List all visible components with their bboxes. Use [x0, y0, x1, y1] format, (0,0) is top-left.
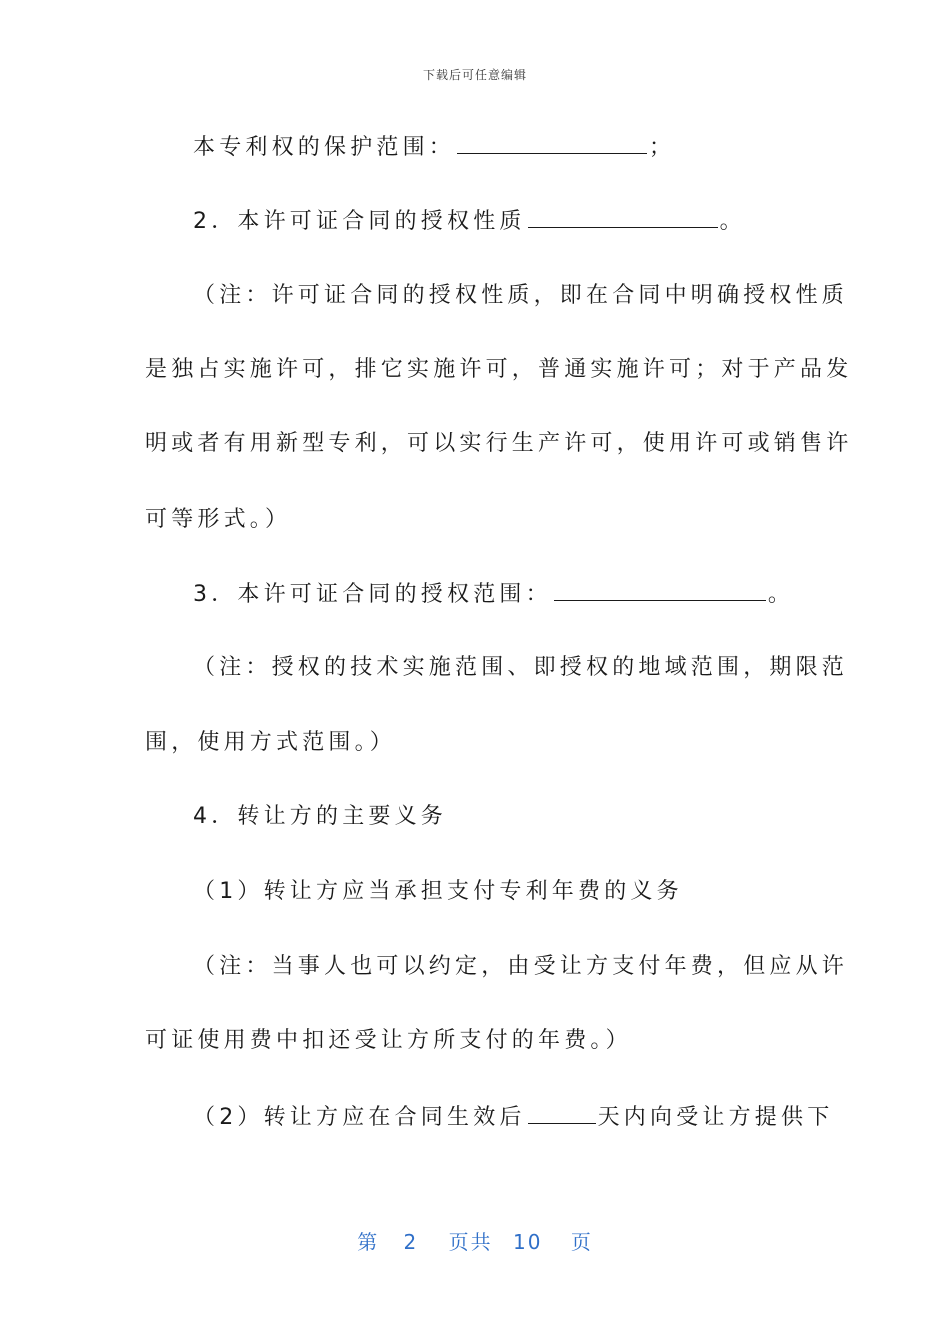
- footer-ye: 页: [570, 1230, 593, 1254]
- line-text: 。: [767, 582, 795, 607]
- clause-3-line: [193, 578, 794, 610]
- page-footer: [0, 1226, 950, 1255]
- line-text: ；: [649, 135, 676, 160]
- paragraph-line: （注：当事人也可以约定，由受让方支付年费，但应从许: [193, 954, 849, 979]
- clause-4-heading: 4．转让方的主要义务: [193, 804, 447, 829]
- line-text: 天内向受让方提供下: [597, 1105, 834, 1130]
- paragraph-line: 可等形式。）: [145, 507, 292, 532]
- fill-blank[interactable]: [554, 578, 766, 601]
- page-header: 下载后可任意编辑: [422, 68, 527, 82]
- paragraph-line: 是独占实施许可，排它实施许可，普通实施许可；对于产品发: [145, 357, 853, 382]
- paragraph-line: 明或者有用新型专利，可以实行生产许可，使用许可或销售许: [145, 431, 853, 456]
- clause-2-line: [193, 205, 746, 237]
- paragraph-line: （1）转让方应当承担支付专利年费的义务: [193, 879, 683, 904]
- protection-scope-line: [193, 131, 675, 163]
- footer-ye-gong: 页共: [448, 1230, 493, 1254]
- clause-4-2-line: [193, 1101, 833, 1133]
- paragraph-line: （注：授权的技术实施范围、即授权的地域范围，期限范: [193, 655, 849, 680]
- line-text: 本专利权的保护范围：: [193, 135, 456, 160]
- paragraph-line: 围，使用方式范围。）: [145, 730, 397, 755]
- line-text: 2．本许可证合同的授权性质: [193, 209, 526, 234]
- line-text: 3．本许可证合同的授权范围：: [193, 582, 552, 607]
- fill-blank[interactable]: [528, 205, 718, 228]
- fill-blank[interactable]: [457, 131, 647, 154]
- total-pages: 10: [513, 1230, 543, 1254]
- fill-blank[interactable]: [528, 1101, 596, 1124]
- line-text: （2）转让方应在合同生效后: [193, 1105, 526, 1130]
- line-text: 。: [719, 209, 746, 234]
- page-number: 2: [403, 1230, 419, 1254]
- paragraph-line: （注：许可证合同的授权性质，即在合同中明确授权性质: [193, 283, 849, 308]
- footer-di: 第: [357, 1230, 380, 1254]
- paragraph-line: 可证使用费中扣还受让方所支付的年费。）: [145, 1028, 632, 1053]
